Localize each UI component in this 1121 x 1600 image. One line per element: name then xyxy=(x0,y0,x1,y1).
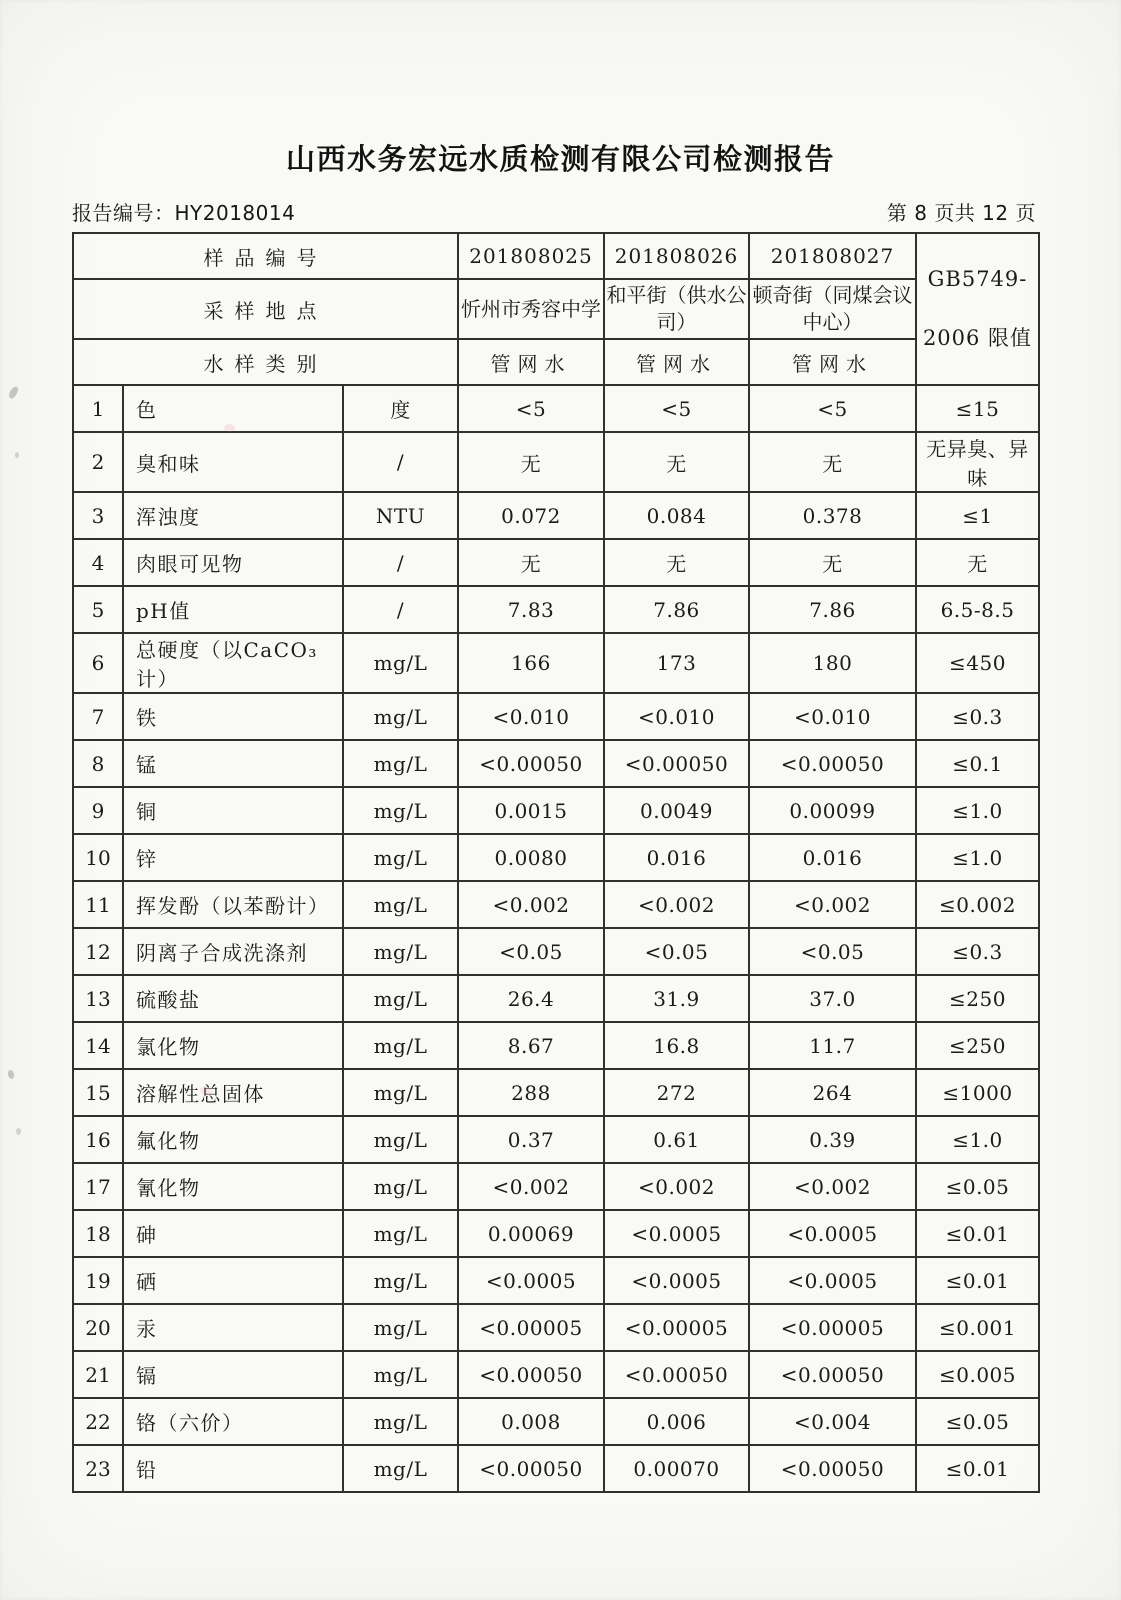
row-number: 11 xyxy=(73,881,123,928)
sample-1-value: 7.83 xyxy=(458,586,604,633)
sample-1-value: 26.4 xyxy=(458,975,604,1022)
limit-value: ≤0.01 xyxy=(916,1445,1039,1492)
row-number: 13 xyxy=(73,975,123,1022)
header-label-sample-type: 水样类别 xyxy=(73,339,458,385)
sample-2-value: <0.002 xyxy=(604,881,749,928)
parameter-name: 锌 xyxy=(123,834,343,881)
sample-1-value: <0.002 xyxy=(458,1163,604,1210)
sample-2-value: 272 xyxy=(604,1069,749,1116)
page-indicator: 第 8 页共 12 页 xyxy=(886,201,1036,225)
sample-2-value: 0.006 xyxy=(604,1398,749,1445)
sample-1-value: <0.05 xyxy=(458,928,604,975)
limit-value: ≤1.0 xyxy=(916,1116,1039,1163)
parameter-name: 镉 xyxy=(123,1351,343,1398)
sample-2-value: 0.61 xyxy=(604,1116,749,1163)
sample-3-value: 11.7 xyxy=(749,1022,916,1069)
sample-3-value: <0.00050 xyxy=(749,740,916,787)
sample-2-value: <0.00050 xyxy=(604,1351,749,1398)
parameter-unit: mg/L xyxy=(343,1351,458,1398)
limit-value: ≤0.05 xyxy=(916,1398,1039,1445)
row-number: 7 xyxy=(73,693,123,740)
sample-1-value: <0.00050 xyxy=(458,740,604,787)
limit-value: ≤0.005 xyxy=(916,1351,1039,1398)
sample-3-value: 0.00099 xyxy=(749,787,916,834)
limit-value: ≤250 xyxy=(916,1022,1039,1069)
parameter-name: 溶解性总固体 xyxy=(123,1069,343,1116)
row-number: 8 xyxy=(73,740,123,787)
parameter-name: 汞 xyxy=(123,1304,343,1351)
limit-value: ≤0.01 xyxy=(916,1210,1039,1257)
parameter-name: 总硬度（以CaCO₃计） xyxy=(123,633,343,693)
limit-header-text xyxy=(917,267,1038,352)
sample-1-id: 201808025 xyxy=(458,233,604,279)
parameter-name: 挥发酚（以苯酚计） xyxy=(123,881,343,928)
sample-2-value: 无 xyxy=(604,539,749,586)
parameter-unit: mg/L xyxy=(343,1163,458,1210)
parameter-unit: mg/L xyxy=(343,693,458,740)
sample-2-value: 0.0049 xyxy=(604,787,749,834)
sample-1-value: 0.008 xyxy=(458,1398,604,1445)
sample-3-value: <0.0005 xyxy=(749,1257,916,1304)
parameter-unit: mg/L xyxy=(343,787,458,834)
sample-2-value: <0.00005 xyxy=(604,1304,749,1351)
sample-1-value: <0.010 xyxy=(458,693,604,740)
limit-value: ≤0.01 xyxy=(916,1257,1039,1304)
table-row xyxy=(73,1398,1039,1445)
header-row-sample-id xyxy=(73,233,1039,279)
report-number: 报告编号：HY2018014 xyxy=(72,201,296,225)
table-row xyxy=(73,1022,1039,1069)
sample-2-value: <0.010 xyxy=(604,693,749,740)
table-row xyxy=(73,492,1039,539)
sample-1-value: 8.67 xyxy=(458,1022,604,1069)
table-row xyxy=(73,693,1039,740)
sample-1-value: <0.002 xyxy=(458,881,604,928)
table-row xyxy=(73,834,1039,881)
sample-1-value: <0.00005 xyxy=(458,1304,604,1351)
sample-2-value: <5 xyxy=(604,385,749,432)
sample-1-value: 0.0080 xyxy=(458,834,604,881)
parameter-unit: mg/L xyxy=(343,1116,458,1163)
sample-3-value: 180 xyxy=(749,633,916,693)
sample-3-value: <0.00050 xyxy=(749,1445,916,1492)
parameter-name: 铜 xyxy=(123,787,343,834)
limit-value: ≤0.3 xyxy=(916,928,1039,975)
parameter-name: 肉眼可见物 xyxy=(123,539,343,586)
limit-value: ≤15 xyxy=(916,385,1039,432)
row-number: 23 xyxy=(73,1445,123,1492)
sample-2-value: 0.00070 xyxy=(604,1445,749,1492)
limit-header-line1: GB5749- xyxy=(927,266,1028,291)
limit-value: 无异臭、异味 xyxy=(916,432,1039,492)
limit-value: ≤1.0 xyxy=(916,787,1039,834)
sample-3-value: <0.0005 xyxy=(749,1210,916,1257)
parameter-unit: mg/L xyxy=(343,881,458,928)
sample-3-id: 201808027 xyxy=(749,233,916,279)
sample-2-id: 201808026 xyxy=(604,233,749,279)
sample-1-value: 0.0015 xyxy=(458,787,604,834)
row-number: 14 xyxy=(73,1022,123,1069)
row-number: 18 xyxy=(73,1210,123,1257)
sample-2-type: 管网水 xyxy=(604,339,749,385)
sample-1-value: <0.0005 xyxy=(458,1257,604,1304)
sample-1-location: 忻州市秀容中学 xyxy=(458,279,604,339)
parameter-name: 铅 xyxy=(123,1445,343,1492)
table-row xyxy=(73,432,1039,492)
sample-2-location: 和平街（供水公司） xyxy=(604,279,749,339)
sample-2-value: <0.05 xyxy=(604,928,749,975)
table-row xyxy=(73,1445,1039,1492)
parameter-name: 浑浊度 xyxy=(123,492,343,539)
table-row xyxy=(73,1304,1039,1351)
limit-value: ≤0.05 xyxy=(916,1163,1039,1210)
sample-3-value: <0.002 xyxy=(749,1163,916,1210)
row-number: 6 xyxy=(73,633,123,693)
sample-2-value: <0.0005 xyxy=(604,1210,749,1257)
parameter-name: 砷 xyxy=(123,1210,343,1257)
parameter-unit: mg/L xyxy=(343,1398,458,1445)
sample-1-value: 无 xyxy=(458,539,604,586)
limit-value: ≤450 xyxy=(916,633,1039,693)
limit-value: ≤1000 xyxy=(916,1069,1039,1116)
table-row xyxy=(73,881,1039,928)
sample-1-value: 0.00069 xyxy=(458,1210,604,1257)
parameter-unit: NTU xyxy=(343,492,458,539)
row-number: 22 xyxy=(73,1398,123,1445)
table-row xyxy=(73,586,1039,633)
row-number: 16 xyxy=(73,1116,123,1163)
sample-2-value: 无 xyxy=(604,432,749,492)
scan-artifact xyxy=(7,1069,15,1079)
limit-value: 6.5-8.5 xyxy=(916,586,1039,633)
table-row xyxy=(73,539,1039,586)
parameter-name: 阴离子合成洗涤剂 xyxy=(123,928,343,975)
sample-1-value: 288 xyxy=(458,1069,604,1116)
sample-2-value: 7.86 xyxy=(604,586,749,633)
parameter-unit: mg/L xyxy=(343,834,458,881)
parameter-unit: mg/L xyxy=(343,1069,458,1116)
sample-3-value: <0.00050 xyxy=(749,1351,916,1398)
sample-2-value: 0.016 xyxy=(604,834,749,881)
sample-3-value: <0.004 xyxy=(749,1398,916,1445)
sample-2-value: 31.9 xyxy=(604,975,749,1022)
sample-1-type: 管网水 xyxy=(458,339,604,385)
table-row xyxy=(73,1257,1039,1304)
parameter-unit: mg/L xyxy=(343,1210,458,1257)
parameter-unit: mg/L xyxy=(343,1257,458,1304)
row-number: 9 xyxy=(73,787,123,834)
row-number: 1 xyxy=(73,385,123,432)
row-number: 12 xyxy=(73,928,123,975)
sample-2-value: <0.002 xyxy=(604,1163,749,1210)
sample-3-value: <0.002 xyxy=(749,881,916,928)
table-row xyxy=(73,1069,1039,1116)
sample-3-location: 顿奇街（同煤会议中心） xyxy=(749,279,916,339)
row-number: 2 xyxy=(73,432,123,492)
sample-1-value: 0.072 xyxy=(458,492,604,539)
scan-artifact xyxy=(15,452,19,458)
table-row xyxy=(73,1116,1039,1163)
results-table-body xyxy=(73,385,1039,1492)
parameter-unit: mg/L xyxy=(343,1445,458,1492)
limit-value: ≤0.001 xyxy=(916,1304,1039,1351)
parameter-unit: / xyxy=(343,586,458,633)
table-row xyxy=(73,1210,1039,1257)
limit-value: ≤0.002 xyxy=(916,881,1039,928)
sample-3-value: 0.39 xyxy=(749,1116,916,1163)
sample-2-value: <0.00050 xyxy=(604,740,749,787)
sample-2-value: 173 xyxy=(604,633,749,693)
sample-3-value: 37.0 xyxy=(749,975,916,1022)
table-row xyxy=(73,975,1039,1022)
table-row xyxy=(73,787,1039,834)
parameter-name: 铁 xyxy=(123,693,343,740)
limit-value: ≤0.1 xyxy=(916,740,1039,787)
parameter-name: 硫酸盐 xyxy=(123,975,343,1022)
row-number: 19 xyxy=(73,1257,123,1304)
parameter-name: 色 xyxy=(123,385,343,432)
parameter-unit: mg/L xyxy=(343,975,458,1022)
row-number: 3 xyxy=(73,492,123,539)
table-row xyxy=(73,633,1039,693)
sample-3-value: 264 xyxy=(749,1069,916,1116)
sample-2-value: <0.0005 xyxy=(604,1257,749,1304)
parameter-unit: / xyxy=(343,539,458,586)
sample-3-value: <0.010 xyxy=(749,693,916,740)
parameter-unit: / xyxy=(343,432,458,492)
sample-3-value: 无 xyxy=(749,539,916,586)
sample-2-value: 0.084 xyxy=(604,492,749,539)
sample-2-value: 16.8 xyxy=(604,1022,749,1069)
sample-1-value: <5 xyxy=(458,385,604,432)
table-row xyxy=(73,385,1039,432)
header-label-location: 采样地点 xyxy=(73,279,458,339)
parameter-unit: mg/L xyxy=(343,928,458,975)
limit-column-header xyxy=(916,233,1039,385)
sample-3-value: <0.00005 xyxy=(749,1304,916,1351)
row-number: 20 xyxy=(73,1304,123,1351)
sample-3-value: 无 xyxy=(749,432,916,492)
parameter-unit: mg/L xyxy=(343,1022,458,1069)
parameter-name: 氟化物 xyxy=(123,1116,343,1163)
parameter-name: 氯化物 xyxy=(123,1022,343,1069)
scan-artifact xyxy=(8,385,20,400)
parameter-unit: 度 xyxy=(343,385,458,432)
parameter-name: 硒 xyxy=(123,1257,343,1304)
sample-1-value: <0.00050 xyxy=(458,1445,604,1492)
sample-3-value: 7.86 xyxy=(749,586,916,633)
water-quality-results-table xyxy=(72,232,1040,1493)
sample-1-value: 无 xyxy=(458,432,604,492)
limit-value: 无 xyxy=(916,539,1039,586)
row-number: 4 xyxy=(73,539,123,586)
header-label-sample-id: 样品编号 xyxy=(73,233,458,279)
parameter-name: 铬（六价） xyxy=(123,1398,343,1445)
sample-3-type: 管网水 xyxy=(749,339,916,385)
limit-value: ≤0.3 xyxy=(916,693,1039,740)
header-row-sample-type xyxy=(73,339,1039,385)
table-row xyxy=(73,928,1039,975)
limit-header-line2: 2006 限值 xyxy=(922,325,1033,350)
table-row xyxy=(73,1163,1039,1210)
table-row xyxy=(73,740,1039,787)
header-row-sampling-location xyxy=(73,279,1039,339)
parameter-unit: mg/L xyxy=(343,740,458,787)
sample-3-value: <5 xyxy=(749,385,916,432)
limit-value: ≤250 xyxy=(916,975,1039,1022)
sample-1-value: 166 xyxy=(458,633,604,693)
sample-1-value: <0.00050 xyxy=(458,1351,604,1398)
row-number: 21 xyxy=(73,1351,123,1398)
row-number: 17 xyxy=(73,1163,123,1210)
sample-3-value: <0.05 xyxy=(749,928,916,975)
parameter-name: 氰化物 xyxy=(123,1163,343,1210)
limit-value: ≤1 xyxy=(916,492,1039,539)
page-title: 山西水务宏远水质检测有限公司检测报告 xyxy=(285,142,835,176)
sample-1-value: 0.37 xyxy=(458,1116,604,1163)
parameter-name: pH值 xyxy=(123,586,343,633)
report-meta-row xyxy=(72,197,1036,226)
scan-artifact xyxy=(16,1128,21,1135)
row-number: 10 xyxy=(73,834,123,881)
limit-value: ≤1.0 xyxy=(916,834,1039,881)
row-number: 5 xyxy=(73,586,123,633)
parameter-name: 锰 xyxy=(123,740,343,787)
table-row xyxy=(73,1351,1039,1398)
sample-3-value: 0.016 xyxy=(749,834,916,881)
parameter-name: 臭和味 xyxy=(123,432,343,492)
parameter-unit: mg/L xyxy=(343,1304,458,1351)
sample-3-value: 0.378 xyxy=(749,492,916,539)
parameter-unit: mg/L xyxy=(343,633,458,693)
row-number: 15 xyxy=(73,1069,123,1116)
